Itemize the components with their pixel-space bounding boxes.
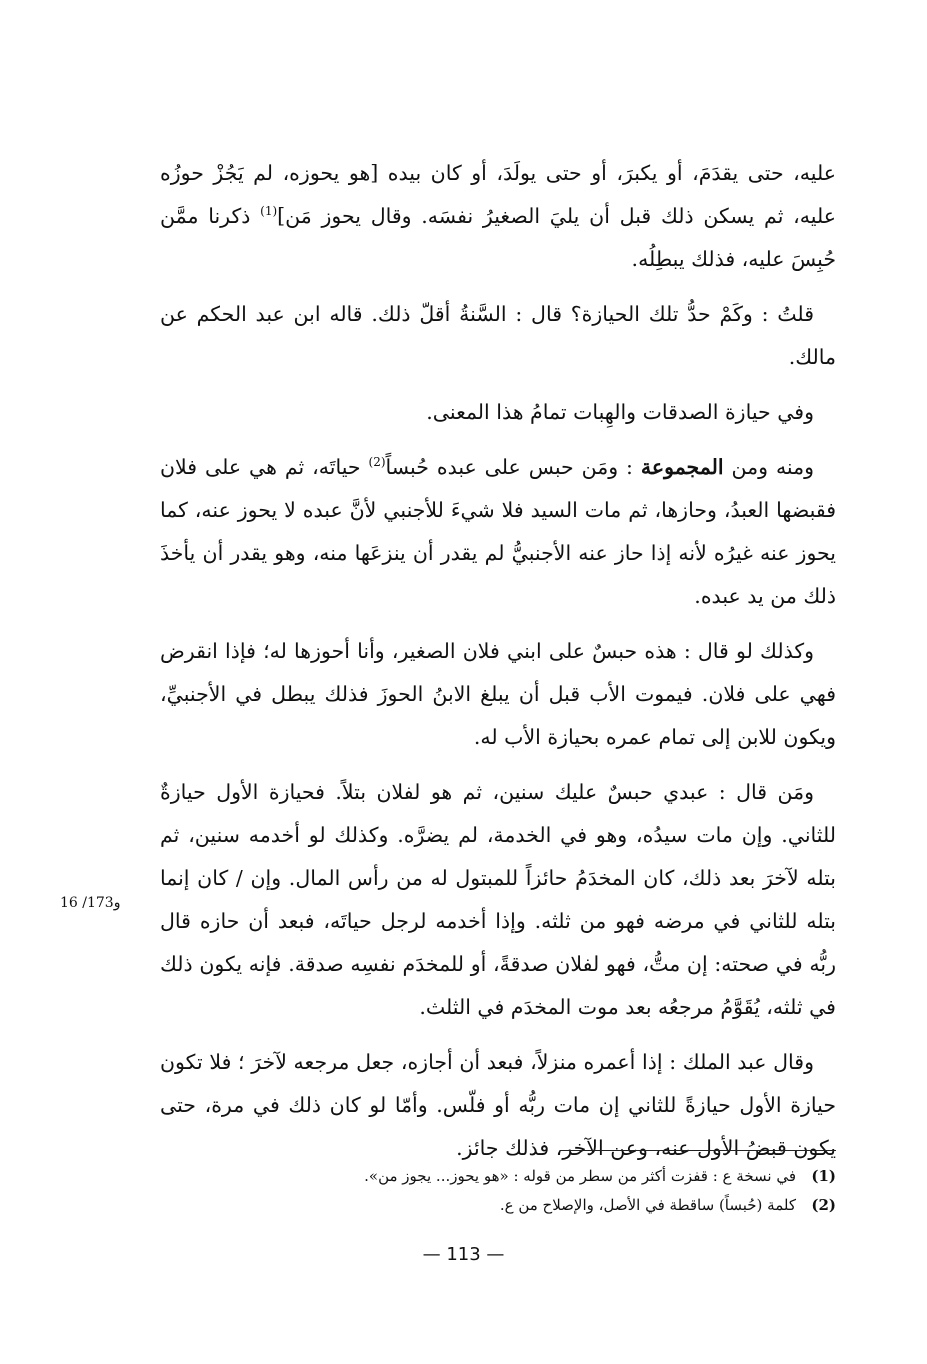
source-title: المجموعة [640, 455, 724, 479]
paragraph-6: ومَن قال : عبدي حبسٌ عليك سنين، ثم هو لفلان بتلاً. فحيازة الأول حيازةٌ للثاني. وإن مات سيدُه، وهو في الخدمة، لم يضرَّه. وكذلك لو أخدمه سنين، ثم بتله لآخرَ بعد ذلك، كان المخدَمُ حائزاً للمبتول له من رأس المال. وإن / كان إنما بتله للثاني في مرضه فهو من ثلثه. وإذا أخدمه لرجل حياتَه، فبعد أن حازه قال ربُّه في صحته: إن متُّ، فهو لفلان صدقةً، أو للمخدَم نفسِه صدقة. فإنه يكون ذلك في ثلثه، يُقَوَّمُ مرجعُه بعد موت المخدَم في الثلث. [160, 780, 836, 1019]
paragraph-1: عليه، حتى يقدَمَ، أو يكبرَ، أو حتى يولَدَ، أو كان بيده [هو يحوزه، لم يَجُزْ حوزُه عليه، ثم يسكن ذلك قبل أن يليَ الصغيرُ نفسَه. وقال يحوز مَن]$^{(1)}$ ذكرنا ممَّن حُبِسَ عليه، فذلك يبطِلُه. [160, 161, 836, 271]
paragraph-7: وقال عبد الملك : إذا أعمره منزلاً، فبعد أن أجازه، جعل مرجعه لآخرَ ؛ فلا تكون حيازة الأول حيازةً للثاني إن مات ربُّه أو فلّس. وأمّا لو كان ذلك في مرة، حتى يكون قبضُ الأول عنه، وعن الآخر، فذلك جائز. [160, 1050, 836, 1160]
footnote-ref-2[interactable]: (2) [368, 455, 386, 470]
footnotes [160, 1162, 836, 1220]
footnote-separator [560, 1150, 836, 1151]
footnote-text: كلمة (حُبساً) ساقطة في الأصل، والإصلاح من ع. [499, 1196, 796, 1214]
footnote-2 [160, 1191, 836, 1220]
footnote-number: (2) [811, 1196, 836, 1214]
footnote-number: (1) [811, 1167, 836, 1185]
footnote-ref-1[interactable]: (1) [260, 204, 278, 219]
paragraph-5: وكذلك لو قال : هذه حبسٌ على ابني فلان الصغير، وأنا أحوزها له؛ فإذا انقرض فهي على فلان. فيموت الأب قبل أن يبلغ الابنُ الحوزَ فذلك يبطل في الأجنبيِّ، ويكون للابن إلى تمام عمره بحيازة الأب له. [160, 639, 836, 749]
main-text [160, 152, 836, 1182]
manuscript-folio-note: 16 /173و [60, 895, 121, 911]
footnote-text: في نسخة ع : قفزت أكثر من سطر من قوله : «هو يحوز... يجوز من». [364, 1167, 796, 1185]
paragraph-4: ومنه ومن المجموعة : ومَن حبس على عبده حُبساً$^{(2)}$ حياتَه، ثم هي على فلان فقبضها العبدُ، وحازها، ثم مات السيد فلا شيءَ للأجنبي لأنَّ عبده لا يحوز عنه، كما يحوز عنه غيرُه لأنه إذا حاز عنه الأجنبيُّ لم يقدر أن ينزعَها منه، وهو يقدر أن يأخذَ ذلك من يد عبده. [160, 455, 836, 608]
page-number: — 113 — [422, 1244, 505, 1265]
paragraph-3: وفي حيازة الصدقات والهِبات تمامُ هذا المعنى. [426, 400, 814, 424]
footnote-1 [160, 1162, 836, 1191]
paragraph-2: قلتُ : وكَمْ حدُّ تلك الحيازة؟ قال : السَّنةُ أقلّ ذلك. قاله ابن عبد الحكم عن مالك. [160, 302, 836, 369]
